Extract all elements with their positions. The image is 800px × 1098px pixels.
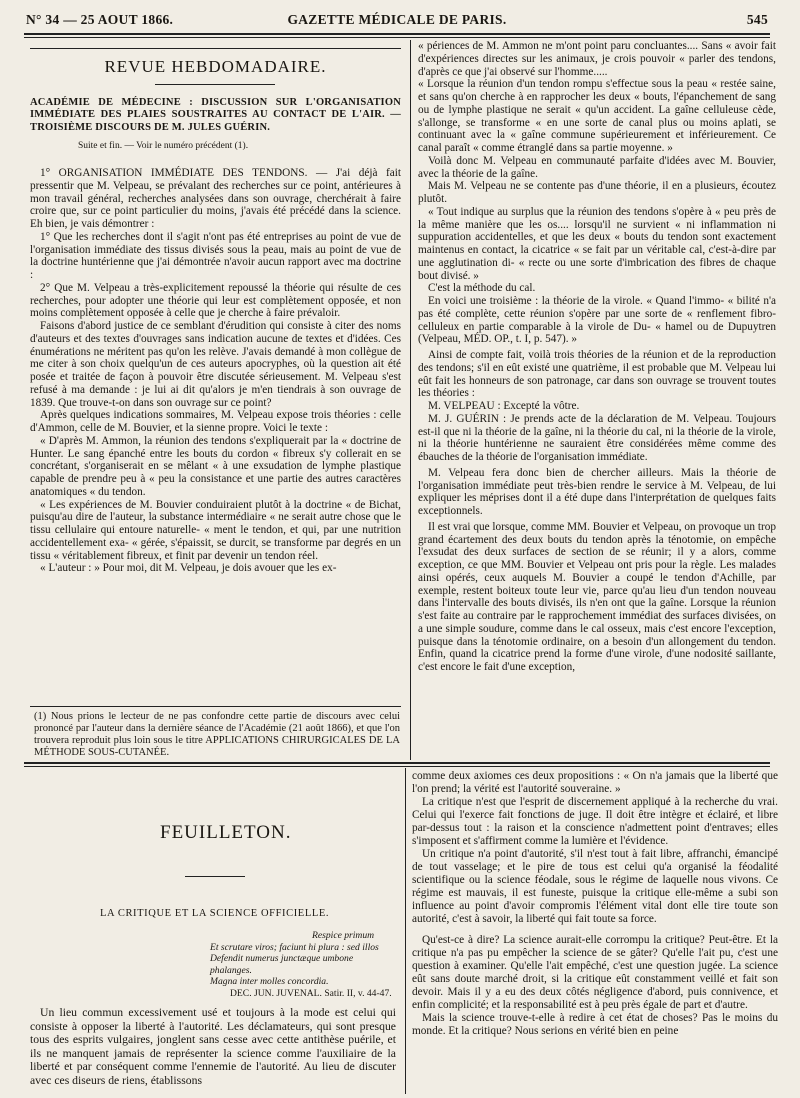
title-box-bottom [155,84,275,85]
quotation: « Lorsque la réunion d'un tendon rompu s'effectue sous la peau « restée saine, et sans qu'on cherche à en rapprocher les deux « bouts, l'épanchement de sang ou de lymphe plastique ne serait « qu'un accident. La gaîne celluleuse cède, s'allonge, se transforme « en une sorte de canal plus ou moins aplati, se continuant avec la « gaîne commune supérieurement et inférieurement. Ce canal paraît « comme étranglé dans sa partie moyenne. » [418,78,776,154]
revue-right-column [418,40,776,760]
feuilleton-title-rule [185,876,245,877]
feuilleton-left-column [30,1006,396,1094]
paragraph: Qu'est-ce à dire? La science aurait-elle corrompu la critique? Peut-être. Et la critique n'a pas pu empêcher la science de se gâter? Qu'elle l'ait pu, c'est une question à examiner. Qu'elle l'ait empêché, c'est une question jugée. La science eût sans doute marché droit, si la critique eût constamment veillé et fait son devoir. Mais il y a eu des deux côtés négligence d'abord, puis connivence, et enfin complicité; et la responsabilité est à peu près égale de part et d'autre. [412,934,778,1011]
footnote-rule [30,706,401,707]
paragraph: Il est vrai que lorsque, comme MM. Bouvier et Velpeau, on provoque un trop grand écartement des deux bouts du tendon après la ténotomie, on empêche l'exsudat des deux surfaces de section de se réunir; il y a alors, comme exception, ce que MM. Bouvier et Velpeau ont pris pour la règle. Les malades ainsi opérés, ceux auquels M. Bouvier a coupé le tendon d'Achille, par exemple, restent boiteux toute leur vie, parce qu'au lieu d'un tendon nouveau dans l'intervalle des bouts divisés, ils n'en ont que la gaîne. Lorsque la réunion s'est faite au contraire par le rapprochement immédiat des surfaces divisées, on a une simple soudure, comme dans le cal osseux, mais c'est encore l'exception, puisque dans la ténotomie ordinaire, on a besoin d'un allongement du tendon. Enfin, quand la cicatrice prend la forme d'une virole, d'une nodosité saillante, c'est encore le fait d'une exception, [418,520,776,673]
continued-note: Suite et fin. — Voir le numéro précédent (1). [78,141,249,152]
epigraph [196,930,396,999]
paragraph: 1° Que les recherches dont il s'agit n'ont pas été entreprises au point de vue de l'organisation immédiate des tissus divisés sous la peau, mais au point de vue de la doctrine huntérienne que j'ai démontrée n'avoir aucun rapport avec ma doctrine : [30,230,401,281]
quotation: « Les expériences de M. Bouvier conduiraient plutôt à la doctrine « de Bichat, puisqu'au dire de l'auteur, la substance intermédiaire « ne serait autre chose que le tissu cellulaire qui entoure naturelle- « ment le tendon, et qui, par une nutrition accidentellement exa- « gérée, s'épaissit, se durcit, se transforme par degrés en un tissu « véritablement fibreux, et finit par devenir un tendon réel. [30,498,401,562]
paragraph: La critique n'est que l'esprit de discernement appliqué à la recherche du vrai. Celui qui l'exerce fait fonctions de juge. Il doit être intègre et éclairé, et libre par-dessus tout : la raison et la conscience n'admettent point d'entraves; elles s'imposent et s'affirment comme la lumière et l'évidence. [412,796,778,847]
paragraph: M. Velpeau fera donc bien de chercher ailleurs. Mais la théorie de l'organisation immédiate peut très-bien rendre le service à M. Velpeau, de lui expliquer les méprises dont il a été dupe dans l'interprétation de quelques faits exceptionnels. [418,466,776,517]
epigraph-attribution: DEC. JUN. JUVENAL. Satir. II, v. 44-47. [230,987,392,999]
quotation: « Tout indique au surplus que la réunion des tendons s'opère à « peu près de la même manière que les os.... lorsqu'il ne survient « ni inflammation ni suppuration accidentelles, et que les deux « bouts du tendon sont exactement maintenus en contact, la cicatrice « se fait par un véritable cal, c'est-à-dire par une agglutination di- « recte ou une sorte d'imbrication des fibres de chaque bout divisé. » [418,205,776,282]
paragraph: Ainsi de compte fait, voilà trois théories de la réunion et de la reproduction des tendons; s'il en eût existé une quatrième, il est probable que M. Velpeau lui eût fait les honneurs de son patronage, car dans son ouvrage se trouvent toutes les théories : [418,349,776,400]
paragraph: Faisons d'abord justice de ce semblant d'érudition qui consiste à citer des noms d'auteurs et des textes d'ouvrages sans indication aucune de textes et d'idées. Ces énumérations ne méritent pas qu'on les relève. J'avais demandé à mon collègue de me citer à son choix quelqu'un de ces auteurs apocryphes, où la question ait été posée et traitée de façon à pouvoir être discutée sérieusement. M. Velpeau s'est refusé à ma demande : je lui ai dit qu'alors je m'en tiendrais à son ouvrage de 1839. Que trouve-t-on dans son ouvrage sur ce point? [30,320,401,409]
header-rule-thin [24,37,770,38]
paragraph: C'est la méthode du cal. [428,282,536,295]
feuilleton-column-divider [405,768,406,1094]
quotation: « D'après M. Ammon, la réunion des tendons s'expliquerait par la « doctrine de Hunter. Le sang épanché entre les bouts du cordon « fibreux s'y collerait en se concrétant, s'organiserait en se mêlant « à une exsudation de lymphe plastique capable de prendre peu à « peu la consistance et une partie des autres caractères anatomiques « du tendon. [30,434,401,498]
paragraph: comme deux axiomes ces deux propositions : « On n'a jamais que la liberté que l'on prend; la vérité est l'autorité souveraine. » [412,770,778,795]
feuilleton-separator-thin [24,766,770,767]
column-divider [410,40,411,760]
feuilleton-separator [24,762,770,764]
section-title: LA CRITIQUE ET LA SCIENCE OFFICIELLE. [100,908,330,919]
paragraph: 2° Que M. Velpeau a très-explicitement repoussé la théorie qui résulte de ces recherches, pour adopter une théorie qui leur est complètement opposée, et non moins complètement opposée à celle que je cherche à faire prévaloir. [30,281,401,320]
page-number: 545 [746,12,768,27]
issue-number: N° 34 — 25 AOUT 1866. [26,12,174,27]
quotation: « L'auteur : » Pour moi, dit M. Velpeau, je dois avouer que les ex- [40,562,337,575]
feuilleton-right-column [412,770,778,1096]
paragraph: 1° ORGANISATION IMMÉDIATE DES TENDONS. — J'ai déjà fait pressentir que M. Velpeau, se prévalant des recherches sur ce point, antérieures à mon travail général, recherches analysées dans son ouvrage, cherchérait à faire croire que, sur ce point particulier du moins, j'avais été précédé dans la science. Eh bien, je vais démontrer : [30,167,401,230]
feuilleton-title: FEUILLETON. [160,822,292,843]
header-rule [24,33,770,35]
paragraph: En voici une troisième : la théorie de la virole. « Quand l'immo- « bilité n'a pas été complète, cette réunion s'opère par une sorte de « renflement fibro-celluleux en partie comparable à la virole de Du- « hamel ou de Dupuytren (Velpeau, MÉD. OP., t. I, p. 547). » [418,295,776,346]
paragraph: Un lieu commun excessivement usé et toujours à la mode est celui qui consiste à opposer la liberté à l'autorité. Les déclamateurs, qui sont presque tous des esprits vulgaires, jonglent sans cesse avec cette antithèse puérile, et ils ne manquent jamais de représenter la science comme l'auxiliaire de la liberté et par conséquent comme l'ennemie de l'autorité. Au lieu de discuter avec ces diseurs de riens, établissons [30,1006,396,1087]
paragraph: Voilà donc M. Velpeau en communauté parfaite d'idées avec M. Bouvier, avec la théorie de la gaîne. [418,154,776,180]
epigraph-line: Magna inter molles concordia. [210,976,329,987]
revue-left-column [30,40,401,706]
paragraph: Un critique n'a point d'autorité, s'il n'est tout à fait libre, affranchi, émancipé de tout vasselage; et le pire de tous est celui qu'a organisé la féodalité scientifique ou la science féodale, sous le régime de laquelle nous vivons. Ce régime est mauvais, il est funeste, puisque la critique elle-même a subi son influence au point d'avoir compromis l'élément vital dont elle tire toute son autorité, c'est à savoir, la liberté qui fait toute sa force. [412,848,778,925]
paragraph: M. VELPEAU : Excepté la vôtre. [428,400,580,412]
paragraph: M. J. GUÉRIN : Je prends acte de la déclaration de M. Velpeau. Toujours est-il que ni la théorie de la gaîne, ni la théorie du cal, ni la théorie de la virole, ni la théorie huntérienne ne sauraient être considérées même comme des ébauches de la théorie de l'organisation immédiate. [418,412,776,463]
running-header [26,10,768,32]
paragraph: Mais M. Velpeau ne se contente pas d'une théorie, il en a plusieurs, écoutez plutôt. [418,180,776,205]
paragraph: Après quelques indications sommaires, M. Velpeau expose trois théories : celle d'Ammon, celle de M. Bouvier, et la sienne propre. Voici le texte : [30,409,401,434]
footnote: (1) Nous prions le lecteur de ne pas confondre cette partie de discours avec celui prononcé par l'auteur dans la dernière séance de l'Académie (21 août 1866), et que l'on trouvera reproduit plus loin sous le titre APPLICATIONS CHIRURGICALES DE LA MÉTHODE SOUS-CUTANÉE. [34,711,400,758]
journal-title: GAZETTE MÉDICALE DE PARIS. [287,12,507,27]
paragraph: Mais la science trouve-t-elle à redire à cet état de choses? Pas le moins du monde. Et la critique? Nous serions en vérité bien en peine [412,1012,778,1037]
title-box-top [30,48,401,49]
epigraph-line: Defendit numerus junctæque umbone phalanges. [210,953,354,976]
revue-title: REVUE HEBDOMADAIRE. [104,57,327,76]
epigraph-line: Et scrutare viros; faciunt hi plura : sed illos [210,941,379,953]
revue-subtitle: ACADÉMIE DE MÉDECINE : DISCUSSION SUR L'ORGANISATION IMMÉDIATE DES PLAIES SOUSTRAITES AU CONTACT DE L'AIR. — TROISIÈME DISCOURS DE M. JULES GUÉRIN. [30,96,401,133]
quotation: « périences de M. Ammon ne m'ont point paru concluantes.... Sans « avoir fait d'expériences directes sur les animaux, je crois pouvoir « parler des tendons, d'après ce que j'ai observé sur l'homme..... [418,40,776,78]
epigraph-line: Respice primum [312,930,375,941]
